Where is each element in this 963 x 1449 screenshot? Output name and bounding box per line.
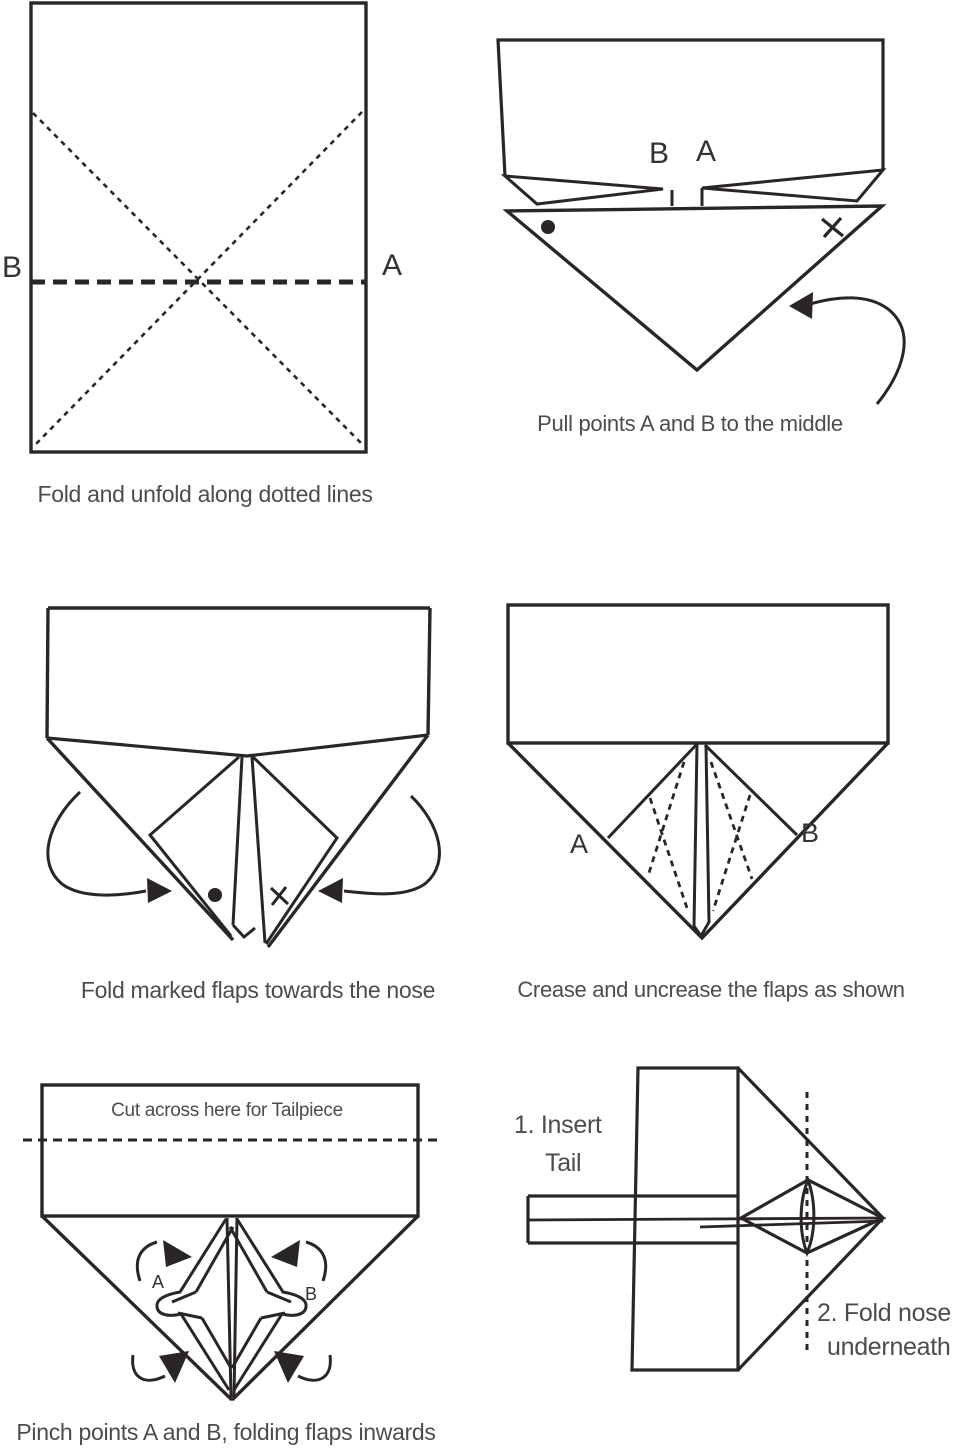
point-label-a: A bbox=[570, 829, 588, 859]
point-label-b: B bbox=[305, 1284, 317, 1304]
top-left-arrowhead bbox=[163, 1240, 192, 1267]
insert-tail-note-line1: 1. Insert bbox=[514, 1111, 602, 1139]
fold-nose-note-line1: 2. Fold nose bbox=[817, 1299, 951, 1327]
center-spike bbox=[233, 757, 265, 943]
x-marker bbox=[822, 218, 843, 237]
right-flap-edge bbox=[268, 735, 428, 947]
tail-center-crease bbox=[528, 1218, 883, 1227]
fold-nose-note-line2: underneath bbox=[827, 1333, 951, 1361]
paper-sheet-outline bbox=[31, 3, 366, 452]
left-inner-fold bbox=[608, 744, 697, 838]
point-label-b: B bbox=[801, 818, 819, 848]
right-arrowhead bbox=[318, 878, 343, 903]
left-curved-arrow bbox=[48, 792, 146, 895]
insert-tail-note-line2: Tail bbox=[545, 1149, 582, 1177]
panel-step5 bbox=[23, 1085, 438, 1400]
panel-step2 bbox=[498, 40, 904, 404]
dot-marker bbox=[541, 220, 555, 234]
right-crease-line-1 bbox=[711, 762, 752, 879]
panel-step1 bbox=[31, 3, 366, 452]
top-right-arrowhead bbox=[271, 1240, 300, 1267]
right-flap-crease bbox=[253, 757, 337, 944]
point-label-a: A bbox=[696, 135, 716, 168]
step3-caption: Fold marked flaps towards the nose bbox=[80, 977, 436, 1003]
bottom-right-curl-arrow bbox=[298, 1355, 330, 1380]
right-bowtie-flap bbox=[702, 170, 883, 201]
bottom-left-curl-arrow bbox=[133, 1355, 165, 1380]
panel-step4 bbox=[508, 605, 888, 938]
left-arrowhead bbox=[147, 878, 172, 903]
curved-arrow bbox=[810, 298, 904, 404]
step1-caption: Fold and unfold along dotted lines bbox=[37, 481, 373, 507]
panel-step3 bbox=[47, 608, 439, 947]
paper-body-outline bbox=[498, 40, 883, 176]
cut-note: Cut across here for Tailpiece bbox=[111, 1100, 343, 1121]
point-label-a: A bbox=[152, 1272, 164, 1292]
center-spike bbox=[694, 744, 709, 936]
step2-caption: Pull points A and B to the middle bbox=[537, 411, 843, 436]
right-curved-arrow bbox=[344, 796, 439, 894]
paper-body-outline bbox=[508, 605, 888, 743]
arrowhead bbox=[789, 292, 813, 319]
point-label-b: B bbox=[649, 137, 669, 170]
right-inner-fold bbox=[705, 745, 797, 835]
left-crease-line-2 bbox=[650, 798, 688, 911]
point-label-b: B bbox=[2, 251, 22, 284]
left-flap-crease bbox=[150, 757, 239, 936]
nose-tip bbox=[233, 925, 255, 937]
point-label-a: A bbox=[382, 249, 402, 282]
step5-caption: Pinch points A and B, folding flaps inwards bbox=[16, 1419, 436, 1445]
paper-body-outline bbox=[47, 608, 430, 738]
left-bowtie-flap bbox=[505, 176, 663, 204]
x-marker bbox=[271, 887, 288, 905]
left-crease-line-1 bbox=[648, 762, 684, 876]
center-tab bbox=[672, 188, 702, 206]
step4-caption: Crease and uncrease the flaps as shown bbox=[517, 977, 905, 1002]
dot-marker bbox=[208, 888, 222, 902]
left-flap-edge bbox=[47, 738, 233, 940]
top-right-curl-arrow bbox=[306, 1242, 326, 1281]
front-triangle bbox=[507, 206, 882, 370]
center-spike bbox=[227, 1218, 237, 1397]
folded-edge bbox=[47, 735, 428, 756]
